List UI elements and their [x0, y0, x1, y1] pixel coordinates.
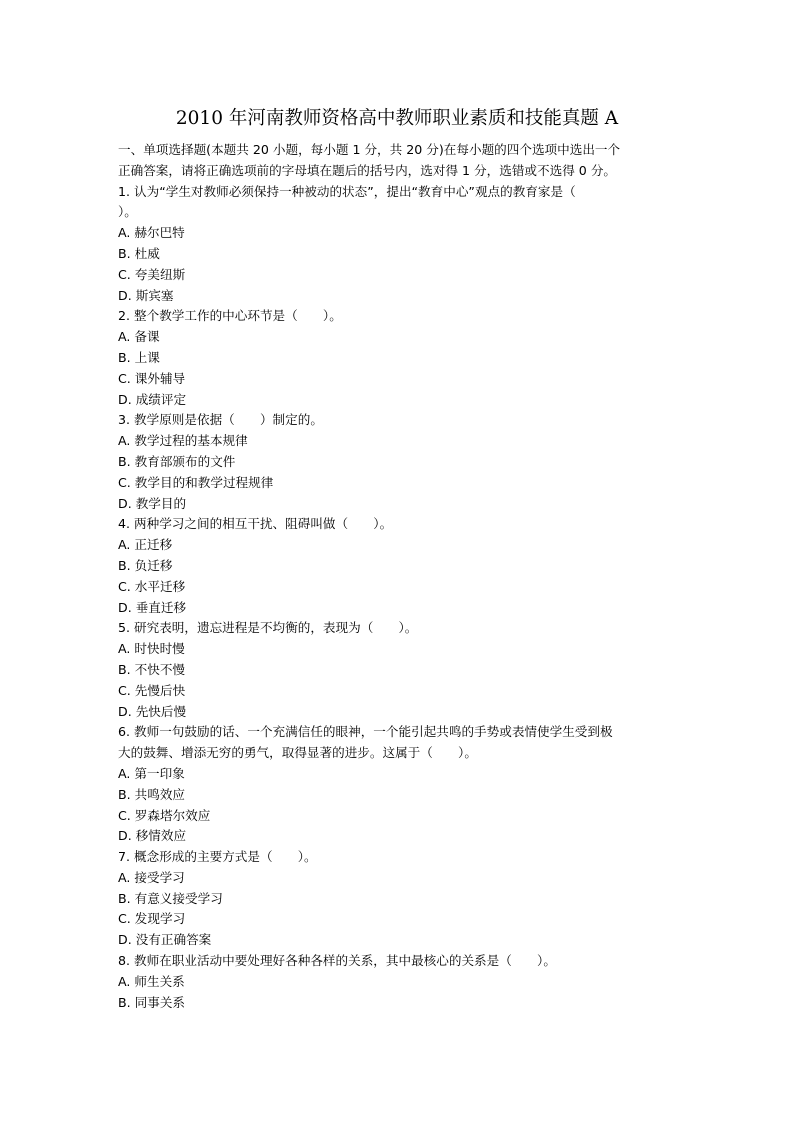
- option-c: C. 夸美纽斯: [118, 266, 186, 282]
- option-d: D. 垂直迁移: [118, 599, 187, 615]
- question-2: [118, 306, 683, 410]
- question-stem: 7. 概念形成的主要方式是（ ）。: [118, 849, 317, 865]
- option-b: B. 有意义接受学习: [118, 890, 223, 906]
- option-d: D. 教学目的: [118, 495, 187, 511]
- question-stem: 3. 教学原则是依据（ ）制定的。: [118, 412, 323, 428]
- question-8: [118, 951, 683, 1013]
- option-c: C. 教学目的和教学过程规律: [118, 474, 274, 490]
- option-b: B. 教育部颁布的文件: [118, 453, 236, 469]
- option-d: D. 没有正确答案: [118, 932, 212, 948]
- document-body: [118, 140, 683, 1013]
- option-a: A. 时快时慢: [118, 641, 185, 657]
- question-stem: 8. 教师在职业活动中要处理好各种各样的关系，其中最核心的关系是（ ）。: [118, 953, 556, 969]
- question-stem: 4. 两种学习之间的相互干扰、阻碍叫做（ ）。: [118, 516, 393, 532]
- question-6: [118, 722, 683, 847]
- option-b: B. 负迁移: [118, 557, 173, 573]
- option-c: C. 水平迁移: [118, 578, 186, 594]
- option-c: C. 先慢后快: [118, 682, 186, 698]
- option-a: A. 师生关系: [118, 973, 185, 989]
- question-stem: 2. 整个教学工作的中心环节是（ ）。: [118, 308, 342, 324]
- option-d: D. 先快后慢: [118, 703, 187, 719]
- option-a: A. 接受学习: [118, 869, 185, 885]
- question-stem: ）。: [118, 204, 137, 220]
- instruction-line: 正确答案，请将正确选项前的字母填在题后的括号内，选对得 1 分，选错或不选得 0 分。: [118, 162, 617, 178]
- question-stem: 1. 认为“学生对教师必须保持一种被动的状态”，提出“教育中心”观点的教育家是（: [118, 183, 576, 199]
- question-stem: 6. 教师一句鼓励的话、一个充满信任的眼神，一个能引起共鸣的手势或表情使学生受到极: [118, 724, 613, 740]
- document-title: 2010 年河南教师资格高中教师职业素质和技能真题 A: [175, 108, 619, 129]
- instructions: [118, 140, 683, 182]
- question-7: [118, 847, 683, 951]
- option-a: A. 赫尔巴特: [118, 225, 185, 241]
- option-c: C. 发现学习: [118, 911, 186, 927]
- option-a: A. 正迁移: [118, 537, 173, 553]
- option-b: B. 同事关系: [118, 994, 186, 1010]
- option-a: A. 备课: [118, 329, 160, 345]
- question-stem: 5. 研究表明，遗忘进程是不均衡的，表现为（ ）。: [118, 620, 418, 636]
- option-a: A. 第一印象: [118, 765, 185, 781]
- question-5: [118, 618, 683, 722]
- option-b: B. 不快不慢: [118, 661, 186, 677]
- question-stem: 大的鼓舞、增添无穷的勇气，取得显著的进步。这属于（ ）。: [118, 745, 477, 761]
- option-b: B. 杜威: [118, 245, 160, 261]
- option-c: C. 罗森塔尔效应: [118, 807, 211, 823]
- option-b: B. 上课: [118, 349, 160, 365]
- question-1: [118, 182, 683, 307]
- option-d: D. 移情效应: [118, 828, 187, 844]
- question-3: [118, 410, 683, 514]
- option-c: C. 课外辅导: [118, 370, 186, 386]
- option-b: B. 共鸣效应: [118, 786, 186, 802]
- question-4: [118, 514, 683, 618]
- option-d: D. 成绩评定: [118, 391, 187, 407]
- option-a: A. 教学过程的基本规律: [118, 433, 248, 449]
- instruction-line: 一、单项选择题(本题共 20 小题，每小题 1 分，共 20 分)在每小题的四个选项中选出一个: [118, 142, 621, 157]
- option-d: D. 斯宾塞: [118, 287, 174, 303]
